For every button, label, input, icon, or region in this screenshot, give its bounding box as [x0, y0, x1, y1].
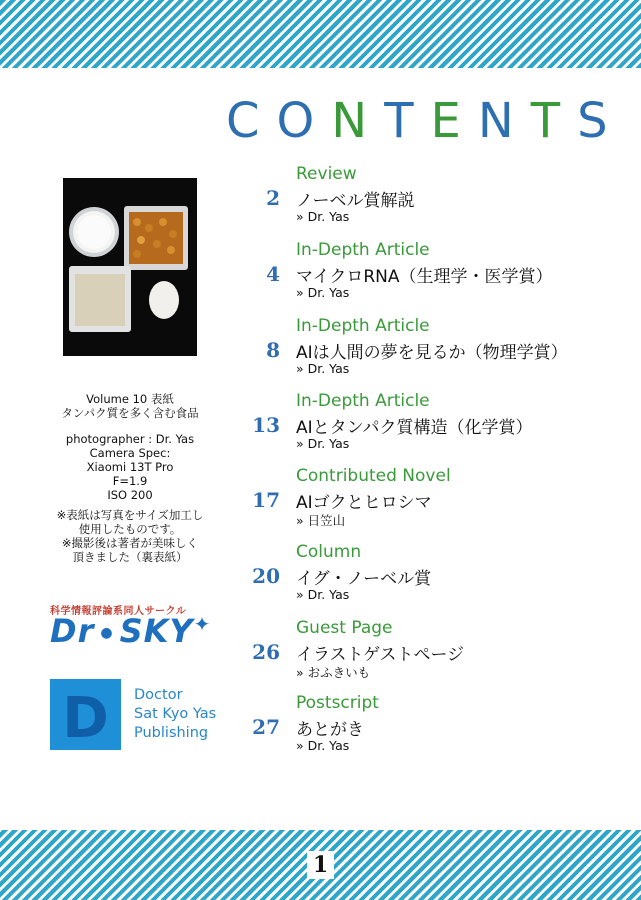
toc-entry[interactable] [250, 240, 620, 310]
toc-author: » Dr. Yas [296, 361, 350, 376]
toc-entry[interactable] [250, 466, 620, 536]
toc-category: Column [296, 542, 362, 562]
toc-page-number: 4 [266, 262, 280, 286]
toc-title: イグ・ノーベル賞 [296, 569, 432, 589]
note-line: 使用したものです。 [78, 522, 182, 536]
page-number: 1 [307, 851, 334, 879]
note-line: 頂きました（裏表紙） [72, 550, 188, 564]
toc-entry[interactable] [250, 316, 620, 386]
title-letter: C [226, 93, 277, 149]
toc-page-number: 8 [266, 338, 280, 362]
page-title [226, 92, 625, 150]
cover-caption [40, 392, 220, 420]
title-letter: T [384, 93, 431, 149]
note-line: ※撮影後は著者が美味しく [61, 536, 199, 550]
title-letter: N [331, 93, 385, 149]
cover-photo [63, 178, 197, 356]
toc-author: » Dr. Yas [296, 738, 350, 753]
photo-spec-line: photographer : Dr. Yas [65, 432, 195, 446]
toc-category: In-Depth Article [296, 316, 430, 336]
toc-category: Contributed Novel [296, 466, 451, 486]
publisher-line: Doctor [134, 687, 183, 703]
cover-photo-illustration [63, 178, 197, 356]
toc-page-number: 13 [252, 413, 280, 437]
toc-category: In-Depth Article [296, 240, 430, 260]
toc-author: » Dr. Yas [296, 436, 350, 451]
top-stripe-band [0, 0, 641, 68]
publisher-logo [50, 679, 121, 750]
publisher-line: Sat Kyo Yas [134, 706, 217, 722]
title-letter: E [430, 93, 478, 149]
toc-page-number: 27 [252, 715, 280, 739]
photo-spec [40, 432, 220, 502]
dr-sky-logo [50, 612, 220, 652]
publisher-name [134, 686, 216, 743]
logo-dot-icon: ● [100, 625, 114, 641]
toc-title: AIは人間の夢を見るか（物理学賞） [296, 343, 568, 363]
toc-page-number: 2 [266, 186, 280, 210]
logo-text-sky: SKY [119, 612, 194, 650]
toc-page-number: 17 [252, 488, 280, 512]
toc-category: Postscript [296, 693, 379, 713]
publisher-logo-letter: D [62, 686, 109, 750]
toc-entry[interactable] [250, 542, 620, 612]
toc-title: AIゴクとヒロシマ [296, 493, 432, 513]
photo-spec-line: Camera Spec: [89, 446, 171, 460]
toc-entry[interactable] [250, 618, 620, 688]
publisher-logo-mark [50, 679, 121, 750]
bottom-stripe-band [0, 830, 641, 900]
toc-entry[interactable] [250, 693, 620, 763]
toc-author: » Dr. Yas [296, 209, 350, 224]
toc-page-number: 26 [252, 640, 280, 664]
logo-star-icon: ✦ [193, 612, 212, 636]
toc-author: » Dr. Yas [296, 285, 350, 300]
toc-title: ノーベル賞解説 [296, 191, 415, 211]
toc-category: Guest Page [296, 618, 393, 638]
logo-text-dr: Dr [50, 612, 95, 650]
toc-title: イラストゲストページ [296, 645, 465, 665]
toc-author: » 日笠山 [296, 513, 346, 528]
title-letter: S [577, 93, 625, 149]
toc-author: » Dr. Yas [296, 587, 350, 602]
photo-spec-line: ISO 200 [107, 488, 153, 502]
photo-spec-line: Xiaomi 13T Pro [86, 460, 174, 474]
title-letter: O [276, 93, 332, 149]
toc-entry[interactable] [250, 391, 620, 461]
cover-note [40, 508, 220, 564]
note-line: ※表紙は写真をサイズ加工し [56, 508, 204, 522]
toc-category: Review [296, 164, 357, 184]
toc-page-number: 20 [252, 564, 280, 588]
title-letter: N [477, 93, 531, 149]
circle-name: 科学情報評論系同人サークル [50, 606, 187, 617]
caption-line: タンパク質を多く含む食品 [61, 406, 199, 420]
publisher-line: Publishing [134, 725, 209, 741]
title-letter: T [530, 93, 578, 149]
toc-author: » おふきいも [296, 665, 371, 680]
toc-title: AIとタンパク質構造（化学賞） [296, 418, 533, 438]
caption-line: Volume 10 表紙 [86, 392, 174, 406]
toc-title: マイクロRNA（生理学・医学賞） [296, 267, 553, 287]
toc-category: In-Depth Article [296, 391, 430, 411]
toc-entry[interactable] [250, 164, 620, 234]
toc-title: あとがき [296, 720, 364, 740]
photo-spec-line: F=1.9 [112, 474, 148, 488]
